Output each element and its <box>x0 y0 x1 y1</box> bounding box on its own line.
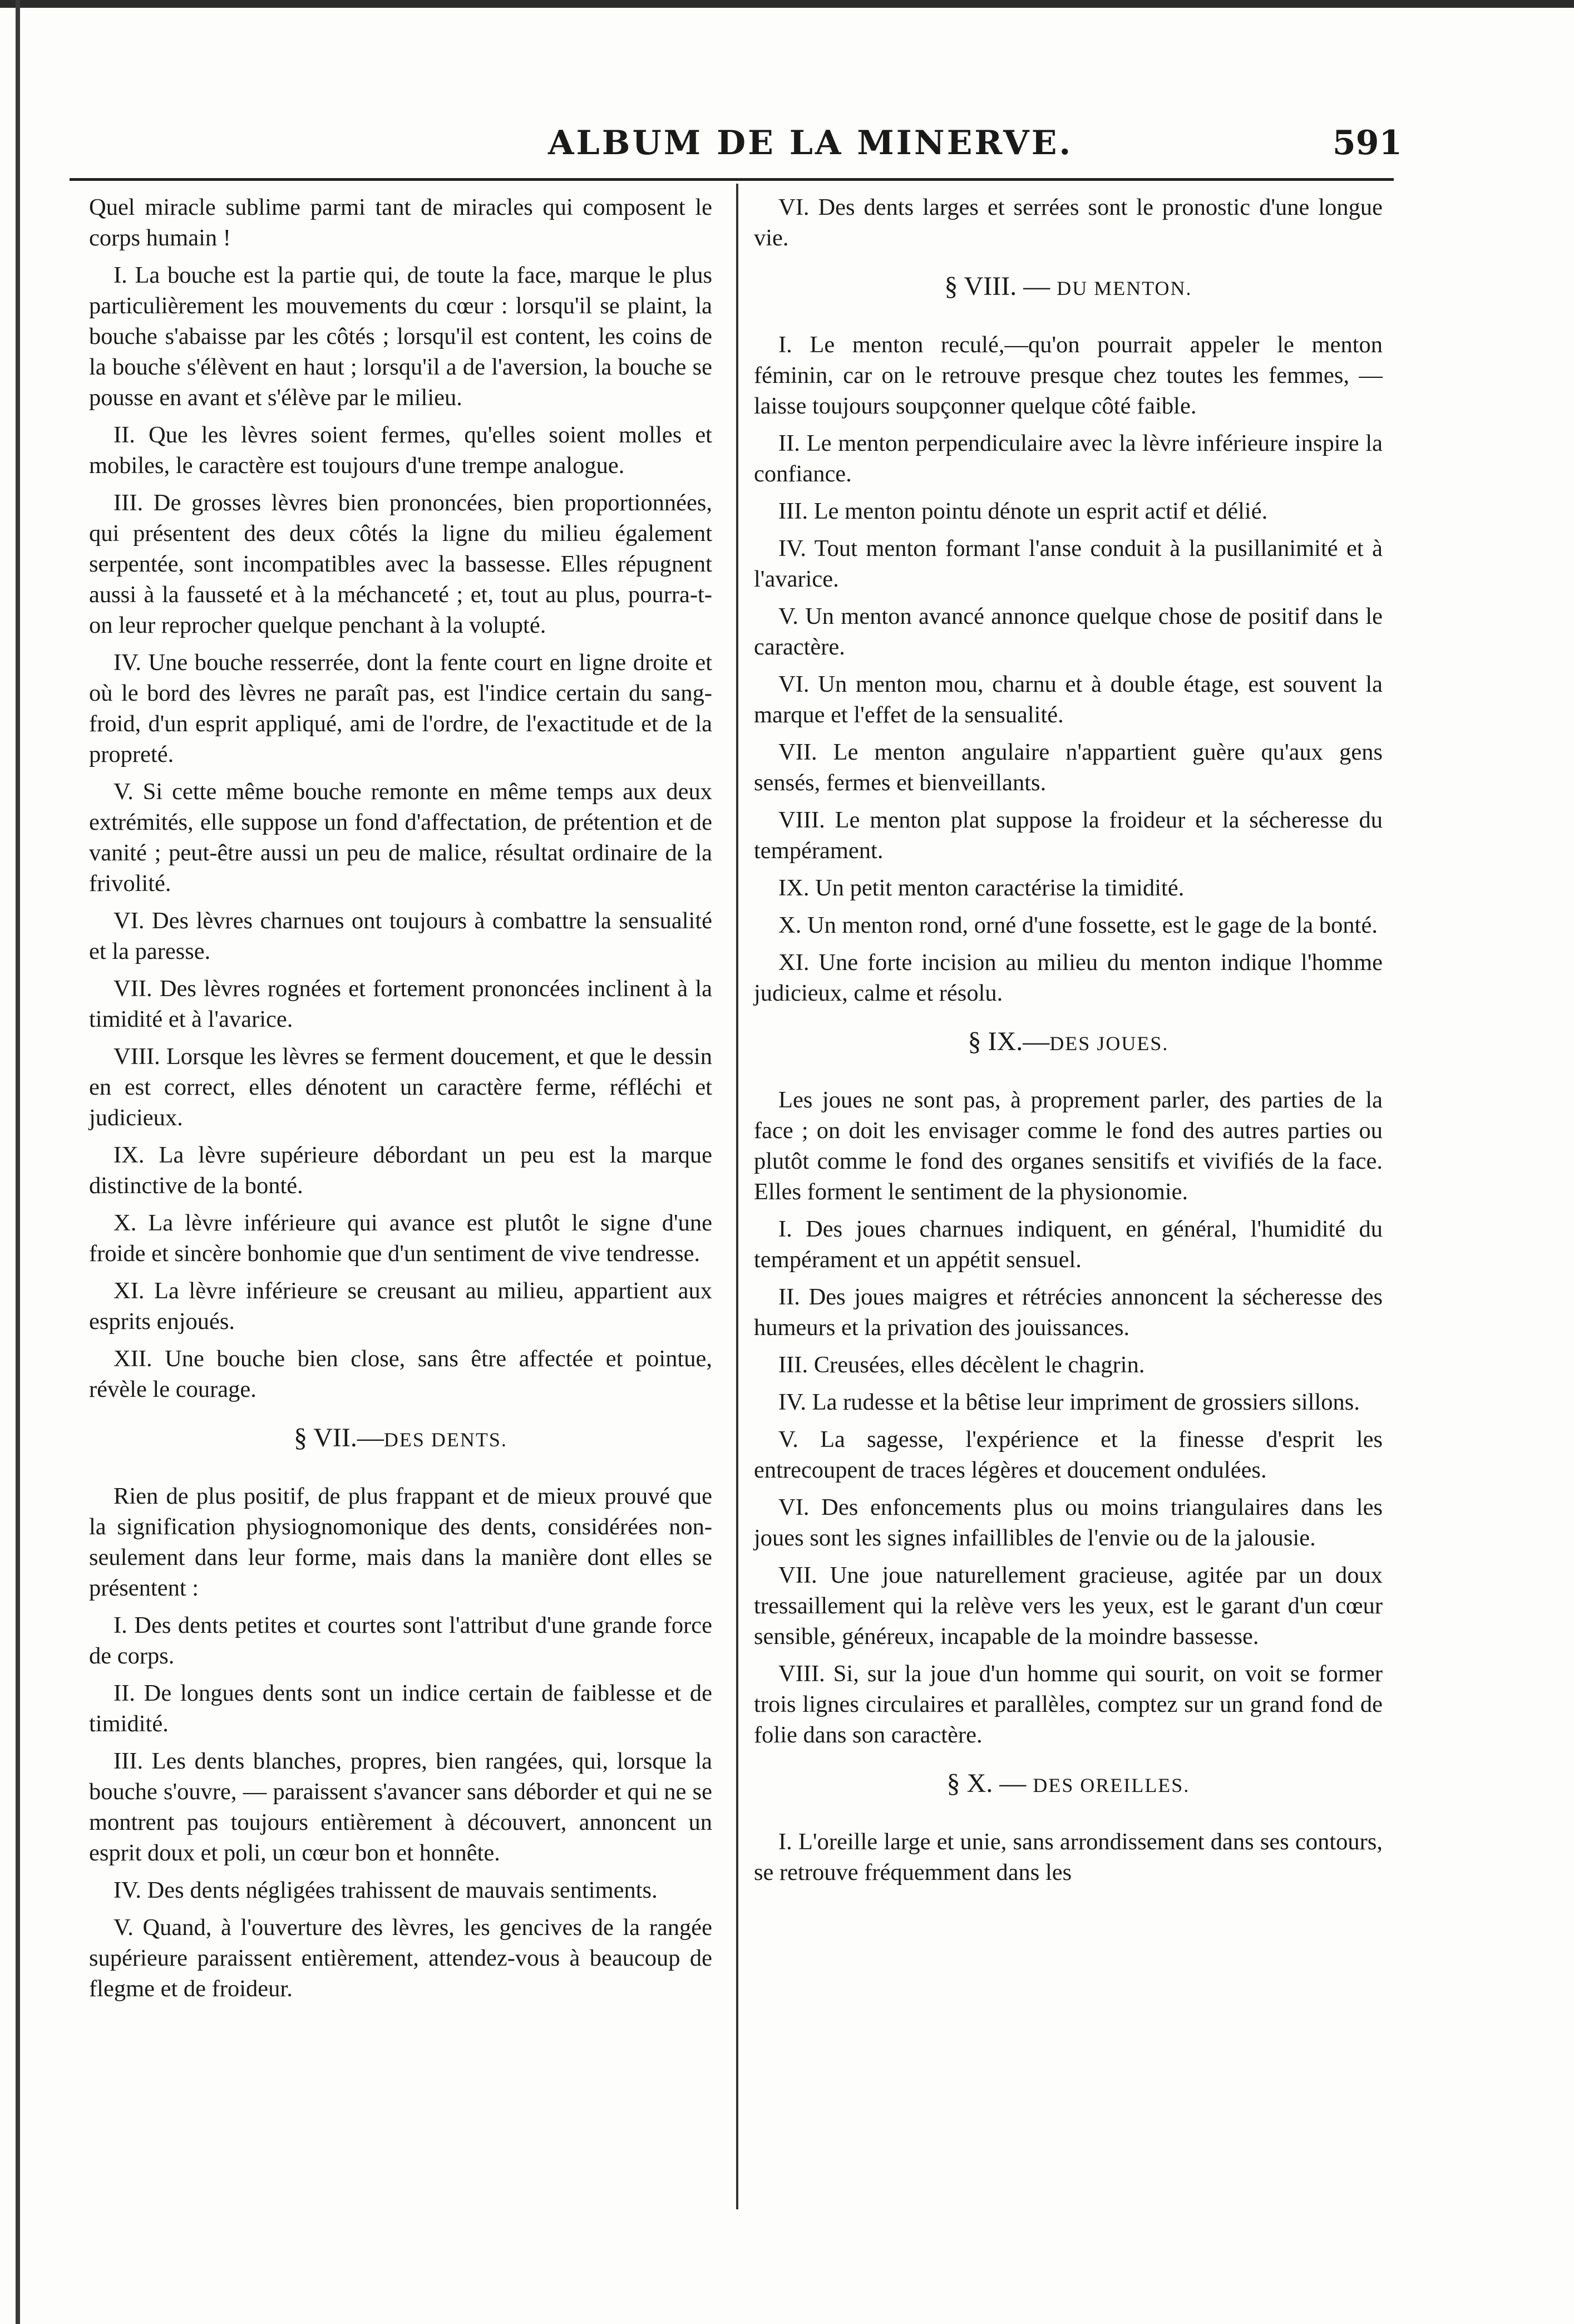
section-title: DU MENTON. <box>1057 277 1192 299</box>
list-item: V. Quand, à l'ouverture des lèvres, les gencives de la rangée supérieure paraissent entièrement, attendez-vous à beaucoup de flegme et de froideur. <box>89 1914 712 2002</box>
list-item: V. La sagesse, l'expérience et la finesse d'esprit les entrecoupent de traces légères et doucement ondulées. <box>754 1426 1383 1483</box>
list-item: VI. Des dents larges et serrées sont le pronostic d'une longue vie. <box>754 194 1383 251</box>
page-top-edge <box>0 0 1574 8</box>
list-item: I. La bouche est la partie qui, de toute la face, marque le plus particulièrement les mouvements du cœur : lorsqu'il se plaint, la bouche s'abaisse par les côtés ; lorsqu'il est content, les coins de la bouche s'élèvent en haut ; lorsqu'il a de l'aversion, la bouche se pousse en avant et s'élève par le milieu. <box>89 262 712 411</box>
list-item: IV. La rudesse et la bêtise leur impriment de grossiers sillons. <box>778 1389 1360 1415</box>
left-column <box>89 192 712 2011</box>
list-item: V. Un menton avancé annonce quelque chose de positif dans le caractère. <box>754 603 1383 660</box>
list-item: VII. Le menton angulaire n'appartient guère qu'aux gens sensés, fermes et bienveillants. <box>754 739 1383 796</box>
section-mark: § X. — <box>946 1769 1027 1798</box>
list-item: II. De longues dents sont un indice certain de faiblesse et de timidité. <box>89 1680 712 1737</box>
list-item: VI. Un menton mou, charnu et à double étage, est souvent la marque et l'effet de la sensualité. <box>754 671 1383 728</box>
list-item: X. Un menton rond, orné d'une fossette, est le gage de la bonté. <box>778 912 1378 938</box>
list-item: VIII. Le menton plat suppose la froideur et la sécheresse du tempérament. <box>754 807 1383 864</box>
column-divider <box>736 184 738 2209</box>
section-heading-ix <box>754 1025 1383 1060</box>
section-title: DES OREILLES. <box>1033 1774 1190 1796</box>
list-item: I. Le menton reculé,—qu'on pourrait appeler le menton féminin, car on le retrouve presque chez toutes les femmes, — laisse toujours soupçonner quelque côté faible. <box>754 332 1383 419</box>
list-item: V. Si cette même bouche remonte en même temps aux deux extrémités, elle suppose un fond d'affectation, de prétention et de vanité ; peut-être aussi un peu de malice, résultat ordinaire de la frivolité. <box>89 779 712 897</box>
right-column <box>754 192 1383 1894</box>
section-title: DES JOUES. <box>1049 1032 1169 1055</box>
page-number: 591 <box>1333 124 1403 163</box>
list-item: II. Le menton perpendiculaire avec la lèvre inférieure inspire la confiance. <box>754 430 1383 487</box>
list-item: VI. Des enfoncements plus ou moins triangulaires dans les joues sont les signes infaillibles de l'envie ou de la jalousie. <box>754 1494 1383 1551</box>
list-item: III. Les dents blanches, propres, bien rangées, qui, lorsque la bouche s'ouvre, — paraissent s'avancer sans déborder et qui ne se montrent pas toujours entièrement à découvert, annoncent un esprit doux et poli, un cœur bon et honnête. <box>89 1748 712 1866</box>
list-item: III. Le menton pointu dénote un esprit actif et délié. <box>778 498 1268 524</box>
list-item: VIII. Lorsque les lèvres se ferment doucement, et que le dessin en est correct, elles dénotent un caractère ferme, réfléchi et judicieux. <box>89 1043 712 1131</box>
list-item: XII. Une bouche bien close, sans être affectée et pointue, révèle le courage. <box>89 1346 712 1402</box>
list-item: VII. Une joue naturellement gracieuse, agitée par un doux tressaillement qui la relève vers les yeux, est le garant d'un cœur sensible, généreux, incapable de la moindre bassesse. <box>754 1562 1383 1650</box>
list-item: I. Des dents petites et courtes sont l'attribut d'une grande force de corps. <box>89 1612 712 1669</box>
list-item: IV. Tout menton formant l'anse conduit à la pusillanimité et à l'avarice. <box>754 535 1383 592</box>
list-item: I. L'oreille large et unie, sans arrondissement dans ses contours, se retrouve fréquemment dans les <box>754 1829 1383 1885</box>
paragraph: Quel miracle sublime parmi tant de miracles qui composent le corps humain ! <box>89 194 712 251</box>
page-left-edge <box>16 0 20 2324</box>
list-item: XI. La lèvre inférieure se creusant au milieu, appartient aux esprits enjoués. <box>89 1278 712 1335</box>
list-item: XI. Une forte incision au milieu du menton indique l'homme judicieux, calme et résolu. <box>754 949 1383 1006</box>
list-item: IX. Un petit menton caractérise la timidité. <box>778 875 1185 901</box>
section-heading-vii <box>89 1421 712 1456</box>
section-mark: § VII.— <box>294 1423 384 1452</box>
list-item: VIII. Si, sur la joue d'un homme qui sourit, on voit se former trois lignes circulaires et parallèles, comptez sur un grand fond de folie dans son caractère. <box>754 1661 1383 1748</box>
list-item: III. Creusées, elles décèlent le chagrin. <box>778 1352 1145 1378</box>
list-item: IV. Une bouche resserrée, dont la fente court en ligne droite et où le bord des lèvres ne paraît pas, est l'indice certain du sang-froid, d'un esprit appliqué, ami de l'ordre, de l'exactitude et de la propreté. <box>89 649 712 767</box>
section-heading-viii <box>754 270 1383 305</box>
section-title: DES DENTS. <box>383 1429 507 1451</box>
list-item: IV. Des dents négligées trahissent de mauvais sentiments. <box>114 1877 658 1903</box>
section-mark: § VIII. — <box>944 272 1050 301</box>
list-item: VI. Des lèvres charnues ont toujours à combattre la sensualité et la paresse. <box>89 908 712 964</box>
list-item: X. La lèvre inférieure qui avance est plutôt le signe d'une froide et sincère bonhomie que d'un sentiment de vive tendresse. <box>89 1210 712 1267</box>
section-heading-x <box>754 1767 1383 1802</box>
running-title: ALBUM DE LA MINERVE. <box>548 124 1073 163</box>
list-item: I. Des joues charnues indiquent, en général, l'humidité du tempérament et un appétit sensuel. <box>754 1216 1383 1273</box>
section-mark: § IX.— <box>968 1027 1050 1056</box>
list-item: VII. Des lèvres rognées et fortement prononcées inclinent à la timidité et à l'avarice. <box>89 976 712 1032</box>
list-item: II. Que les lèvres soient fermes, qu'elles soient molles et mobiles, le caractère est toujours d'une trempe analogue. <box>89 422 712 479</box>
list-item: III. De grosses lèvres bien prononcées, bien proportionnées, qui présentent des deux côtés la ligne du milieu également serpentée, sont incompatibles avec la bassesse. Elles répugnent aussi à la fausseté et à la méchanceté ; et, tout au plus, pourra-t-on leur reprocher quelque penchant à la volupté. <box>89 490 712 638</box>
running-header <box>0 117 1574 167</box>
list-item: II. Des joues maigres et rétrécies annoncent la sécheresse des humeurs et la privation des jouissances. <box>754 1284 1383 1341</box>
paragraph: Rien de plus positif, de plus frappant et de mieux prouvé que la signification physiognomonique des dents, considérées non-seulement dans leur forme, mais dans la manière dont elles se présentent : <box>89 1483 712 1601</box>
list-item: IX. La lèvre supérieure débordant un peu est la marque distinctive de la bonté. <box>89 1142 712 1199</box>
paragraph: Les joues ne sont pas, à proprement parler, des parties de la face ; on doit les envisager comme le fond des autres parties ou plutôt comme le fond des organes sensitifs et vivifiés de la face. Elles forment le sentiment de la physionomie. <box>754 1087 1383 1205</box>
header-rule <box>70 178 1394 181</box>
